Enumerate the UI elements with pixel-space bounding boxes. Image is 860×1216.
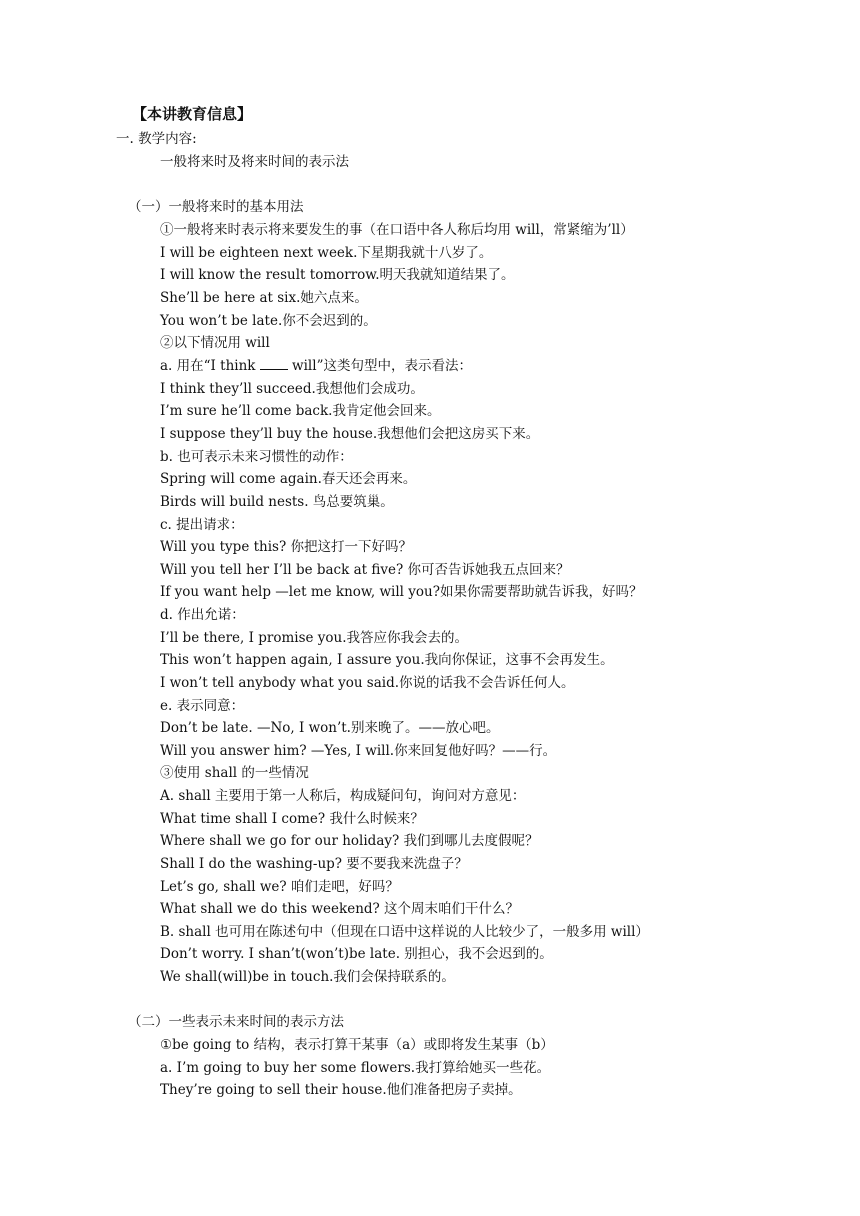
text-line: Birds will build nests. 鸟总要筑巢。 bbox=[160, 494, 394, 510]
text-line: ③使用 shall 的一些情况 bbox=[160, 765, 309, 781]
text-line: b. 也可表示未来习惯性的动作： bbox=[160, 449, 353, 465]
text-line: ②以下情况用 will bbox=[160, 335, 270, 351]
text-line: c. 提出请求： bbox=[160, 517, 244, 533]
text-line: ①be going to 结构，表示打算干某事（a）或即将发生某事（b） bbox=[160, 1037, 554, 1053]
text-line: Spring will come again.春天还会再来。 bbox=[160, 471, 417, 487]
text-line: d. 作出允诺： bbox=[160, 607, 245, 623]
text-line: B. shall 也可用在陈述句中（但现在口语中这样说的人比较少了，一般多用 will） bbox=[160, 924, 649, 940]
text-line: We shall(will)be in touch.我们会保持联系的。 bbox=[160, 969, 455, 985]
text-line-with-blank bbox=[160, 356, 472, 376]
text-line: Will you tell her I’ll be back at five? 你可否告诉她我五点回来？ bbox=[160, 562, 570, 578]
teaching-topic: 一般将来时及将来时间的表示法 bbox=[160, 154, 349, 170]
text-line: Will you answer him? —Yes, I will.你来回复他好吗？——行。 bbox=[160, 743, 557, 759]
text-line: I suppose they’ll buy the house.我想他们会把这房买下来。 bbox=[160, 426, 540, 442]
part-one-heading: （一）一般将来时的基本用法 bbox=[128, 199, 304, 215]
text-line: ①一般将来时表示将来要发生的事（在口语中各人称后均用 will，常紧缩为’ll） bbox=[160, 222, 634, 238]
text-line: I won’t tell anybody what you said.你说的话我不会告诉任何人。 bbox=[160, 675, 575, 691]
text-line: What shall we do this weekend? 这个周末咱们干什么？ bbox=[160, 901, 520, 917]
text-fragment: a. 用在“I think bbox=[160, 358, 260, 374]
text-line: You won’t be late.你不会迟到的。 bbox=[160, 313, 377, 329]
part-two-heading: （二）一些表示未来时间的表示方法 bbox=[128, 1014, 344, 1030]
text-line: I will be eighteen next week.下星期我就十八岁了。 bbox=[160, 245, 493, 261]
text-line: Don’t worry. I shan’t(won’t)be late. 别担心，我不会迟到的。 bbox=[160, 946, 553, 962]
text-line: a. I’m going to buy her some flowers.我打算给她买一些花。 bbox=[160, 1060, 551, 1076]
text-fragment: will”这类句型中，表示看法： bbox=[287, 358, 472, 374]
text-line: She’ll be here at six.她六点来。 bbox=[160, 290, 368, 306]
text-line: Where shall we go for our holiday? 我们到哪儿去度假呢？ bbox=[160, 833, 539, 849]
text-line: If you want help —let me know, will you?如果你需要帮助就告诉我，好吗？ bbox=[160, 584, 643, 600]
text-line: They’re going to sell their house.他们准备把房子卖掉。 bbox=[160, 1082, 522, 1098]
text-line: What time shall I come? 我什么时候来？ bbox=[160, 811, 424, 827]
text-line: Will you type this? 你把这打一下好吗？ bbox=[160, 539, 412, 555]
fill-in-blank bbox=[260, 357, 288, 370]
text-line: I’ll be there, I promise you.我答应你我会去的。 bbox=[160, 630, 469, 646]
text-line: Shall I do the washing-up? 要不要我来洗盘子？ bbox=[160, 856, 468, 872]
text-line: I will know the result tomorrow.明天我就知道结果了。 bbox=[160, 267, 515, 283]
text-line: e. 表示同意： bbox=[160, 698, 245, 714]
lesson-info-title: 【本讲教育信息】 bbox=[132, 105, 253, 123]
section-one-heading: 一. 教学内容: bbox=[116, 131, 197, 147]
text-line: A. shall 主要用于第一人称后，构成疑问句，询问对方意见： bbox=[160, 788, 526, 804]
text-line: I’m sure he’ll come back.我肯定他会回来。 bbox=[160, 403, 441, 419]
text-line: Let’s go, shall we? 咱们走吧，好吗？ bbox=[160, 879, 399, 895]
text-line: This won’t happen again, I assure you.我向你保证，这事不会再发生。 bbox=[160, 652, 614, 668]
text-line: I think they’ll succeed.我想他们会成功。 bbox=[160, 381, 424, 397]
text-line: Don’t be late. —No, I won’t.别来晚了。——放心吧。 bbox=[160, 720, 500, 736]
